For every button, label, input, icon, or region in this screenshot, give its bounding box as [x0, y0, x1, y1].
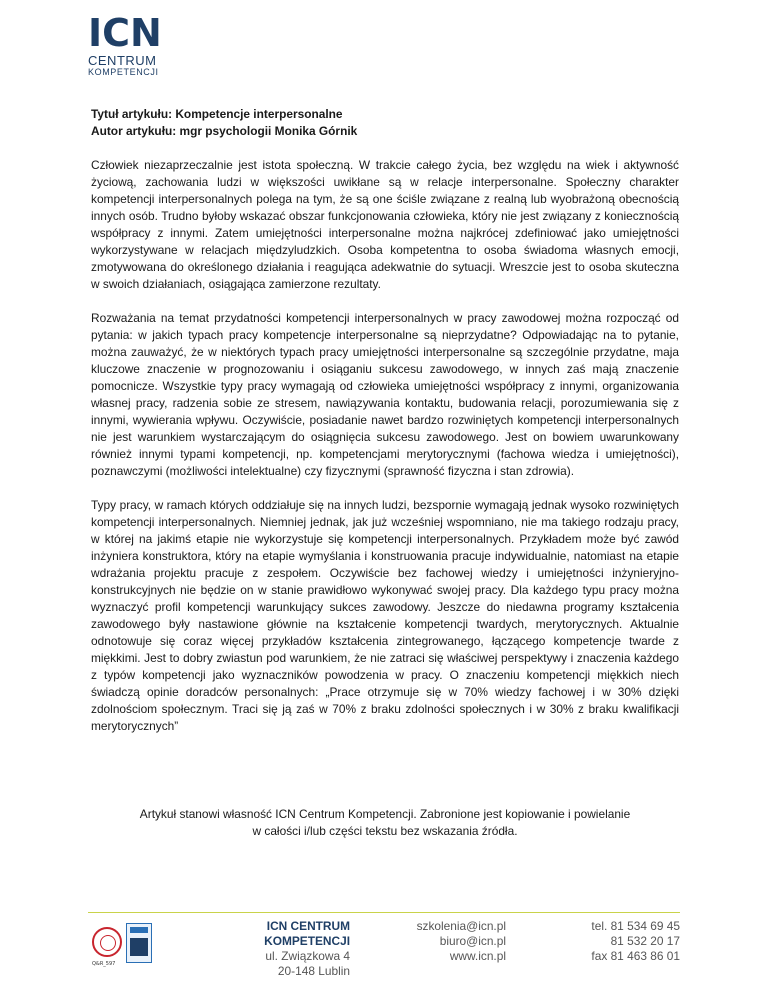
article-body	[91, 106, 679, 735]
paragraph-3: Typy pracy, w ramach których oddziałuje się na innych ludzi, bezspornie wymagają jednak wysoko rozwiniętych kompetencji interpersonalnych. Niemniej jednak, jak już wcześniej wspomniano, nie ma takiego rodzaju pracy, w której na jakimś etapie nie wykorzystuje się kompetencji interpersonalnych. Przykładem może być zawód inżyniera konstruktora, który na etapie wymyślania i konstruowania pracuje indywidualnie, natomiast na etapie wdrażania projektu pracuje z zespołem. Oczywiście bez fachowej wiedzy i umiejętności inżynieryjno- konstrukcyjnych nie będzie on w stanie prawidłowo wykonywać swojej pracy. Dla każdego typu pracy można wyznaczyć profil kompetencji warunkujący sukces zawodowy. Jeszcze do niedawna programy kształcenia zawodowego były nastawione głównie na kształcenie kompetencji twardych, merytorycznych. Aktualnie odnotowuje się coraz więcej przykładów kształcenia zintegrowanego, łączącego kompetencje twarde z miękkimi. Jest to dobry zwiastun pod warunkiem, że nie zatraci się właściwej perspektywy i znaczenia każdego z typów kompetencji jako wyznaczników powodzenia w pracy. O znaczeniu kompetencji miękkich niech świadczą opinie doradców personalnych: „Prace otrzymuje się w 70% wiedzy fachowej i w 30% dzięki zdolnościom społecznym. Traci się ją zaś w 70% z braku zdolności społecznych i w 30% z braku kwalifikacji merytorycznych”	[91, 498, 679, 733]
paragraph-2: Rozważania na temat przydatności kompetencji interpersonalnych w pracy zawodowej można rozpocząć od pytania: w jakich typach pracy kompetencje interpersonalne są nieprzydatne? Odpowiadając na to pytanie, można zauważyć, że w niektórych typach pracy umiejętności interpersonalne są szczególnie przydatne, maja kluczowe znaczenie w prognozowaniu i osiąganiu sukcesu zawodowego, w innych zaś mają znaczenie pomocnicze. Wszystkie typy pracy wymagają od człowieka umiejętności współpracy z innymi, organizowania własnej pracy, radzenia sobie ze stresem, nawiązywania kontaktu, budowania relacji, porozumiewania się z innymi, wywierania wpływu. Oczywiście, posiadanie nawet bardzo rozwiniętych kompetencji interpersonalnych nie jest warunkiem wystarczającym do osiągnięcia sukcesu zawodowego. Jest on bowiem uwarunkowany również innymi typami kompetencji, np. kompetencjami merytorycznymi (fachowa wiedza i umiejętności), poznawczymi (możliwości intelektualne) czy fizycznymi (sprawność fizyczna i stan zdrowia).	[91, 311, 679, 478]
company-logo	[88, 11, 168, 77]
article-meta	[91, 106, 679, 140]
paragraph-1: Człowiek niezaprzeczalnie jest istota społeczną. W trakcie całego życia, bez względu na wiek i aktywność życiową, zachowania ludzi w większości uwikłane są w relacje interpersonalne. Społeczny charakter kompetencji interpersonalnych polega na tym, że są one ściśle związane z realną lub wyobrażoną obecnością innych osób. Trudno byłoby wskazać obszar funkcjonowania człowieka, który nie jest związany z koniecznością współpracy z innymi. Zatem umiejętności interpersonalne można najkrócej zdefiniować jako umiejętności wykorzystywane w relacjach międzyludzkich. Osoba kompetentna to osoba świadoma własnych emocji, zmotywowana do określonego działania i reagująca adekwatnie do sytuacji. Wreszcie jest to osoba skuteczna w swoich działaniach, osiągająca zamierzone rezultaty.	[91, 158, 679, 291]
page-footer	[88, 912, 680, 977]
logo-icn-text: ICN	[88, 11, 162, 55]
footer-tel-2: 81 532 20 17	[610, 934, 680, 948]
certification-badges	[92, 921, 156, 971]
footer-email-szkolenia[interactable]: szkolenia@icn.pl	[416, 919, 506, 933]
footer-tel-1: tel. 81 534 69 45	[591, 919, 680, 933]
logo-centrum-text: CENTRUM	[88, 53, 157, 68]
footer-city: 20-148 Lublin	[277, 964, 350, 978]
pca-certificate-icon	[126, 923, 152, 963]
footer-email-biuro[interactable]: biuro@icn.pl	[439, 934, 506, 948]
footer-website-link[interactable]: www.icn.pl	[449, 949, 506, 963]
certificate-code: Q&R_597	[92, 961, 116, 967]
footer-company-name: ICN CENTRUM KOMPETENCJI	[264, 919, 350, 948]
quality-seal-icon	[92, 927, 122, 957]
copyright-line-2: w całości i/lub części tekstu bez wskazania źródła.	[252, 824, 518, 838]
footer-fax: fax 81 463 86 01	[591, 949, 680, 963]
article-title: Tytuł artykułu: Kompetencje interpersonalne	[91, 107, 343, 121]
article-author: Autor artykułu: mgr psychologii Monika Górnik	[91, 124, 358, 138]
footer-phones	[528, 919, 680, 964]
logo-kompetencji-text: KOMPETENCJI	[88, 67, 159, 77]
footer-contact-emails	[378, 919, 506, 964]
copyright-notice	[91, 806, 679, 840]
copyright-line-1: Artykuł stanowi własność ICN Centrum Kompetencji. Zabronione jest kopiowanie i powielanie	[139, 807, 631, 821]
footer-street: ul. Związkowa 4	[265, 949, 350, 963]
footer-address	[196, 919, 350, 979]
